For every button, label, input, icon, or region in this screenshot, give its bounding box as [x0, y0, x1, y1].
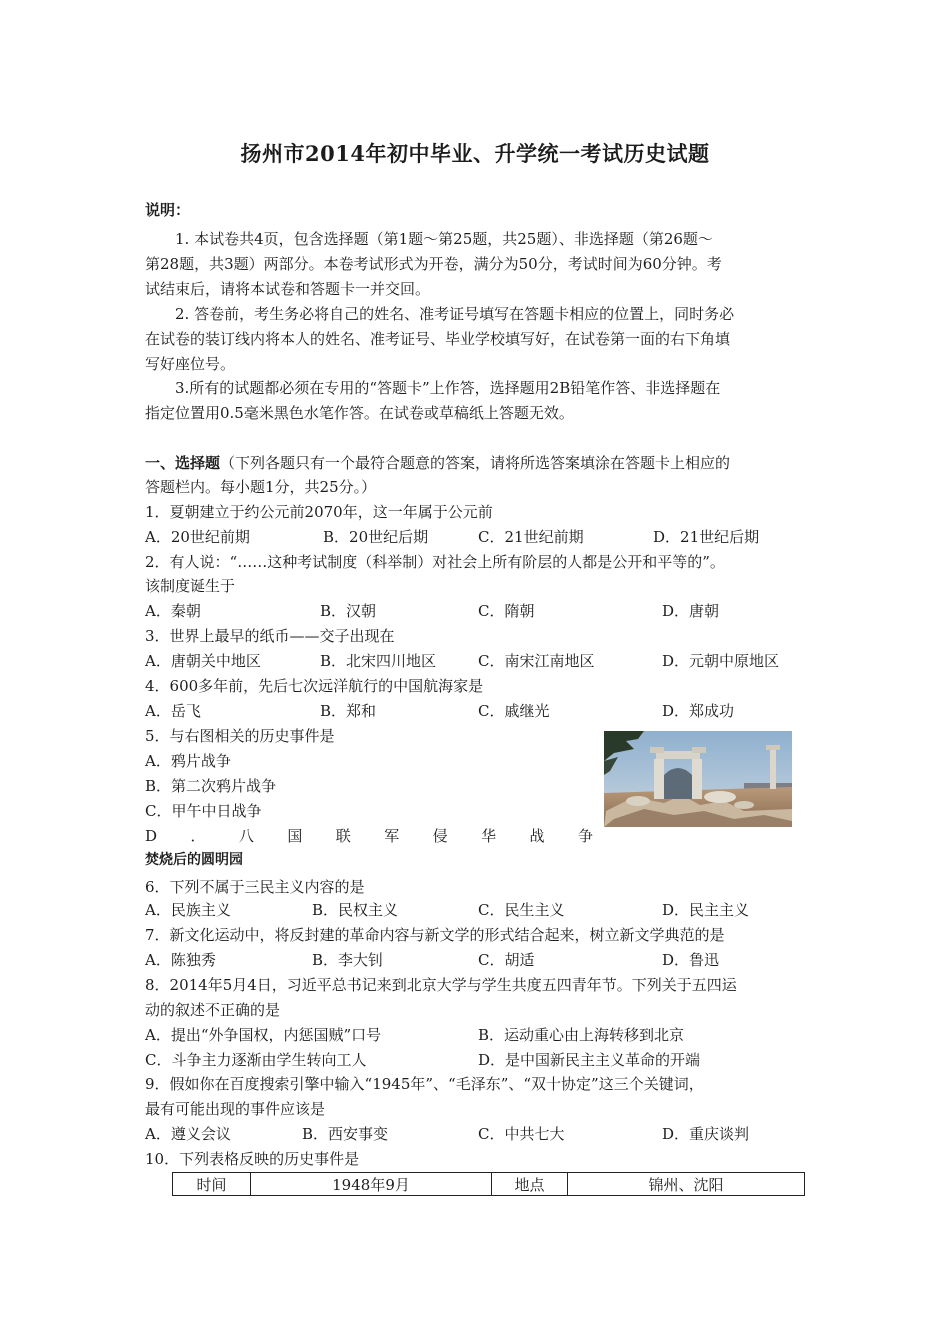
q5-option-a: A．鸦片战争 — [145, 752, 231, 770]
q9-option-d: D．重庆谈判 — [662, 1125, 750, 1143]
q8-option-a: A．提出“外争国权，内惩国贼”口号 — [145, 1026, 382, 1044]
instruction-line: 在试卷的装订线内将本人的姓名、准考证号、毕业学校填写好，在试卷第一面的右下角填 — [145, 330, 731, 348]
instruction-line: 试结束后，请将本试卷和答题卡一并交回。 — [145, 280, 431, 298]
q5-option-c: C．甲午中日战争 — [145, 802, 262, 820]
time-value-cell: 1948年9月 — [251, 1173, 492, 1196]
question-2-stem: 2．有人说：“……这种考试制度（科举制）对社会上所有阶层的人都是公开和平等的”。 — [145, 553, 725, 571]
q3-option-b: B．北宋四川地区 — [320, 652, 437, 670]
q2-option-d: D．唐朝 — [662, 602, 720, 620]
q8-option-b: B．运动重心由上海转移到北京 — [478, 1026, 685, 1044]
q3-option-d: D．元朝中原地区 — [662, 652, 780, 670]
q5-d-char: 战 — [529, 827, 545, 845]
q8-option-d: D．是中国新民主主义革命的开端 — [478, 1051, 701, 1069]
q2-option-a: A．秦朝 — [145, 602, 201, 620]
instruction-line: 第28题，共3题）两部分。本卷考试形式为开卷，满分为50分，考试时间为60分钟。考 — [145, 255, 722, 273]
question-9-stem-cont: 最有可能出现的事件应该是 — [145, 1100, 326, 1118]
q3-option-c: C．南宋江南地区 — [478, 652, 595, 670]
q2-option-c: C．隋朝 — [478, 602, 535, 620]
question-9-stem: 9．假如你在百度搜索引擎中输入“1945年”、“毛泽东”、“双十协定”这三个关键词， — [145, 1075, 704, 1093]
q7-option-d: D．鲁迅 — [662, 951, 720, 969]
instruction-line: 3.所有的试题都必须在专用的“答题卡”上作答，选择题用2B铅笔作答、非选择题在 — [175, 379, 721, 397]
q5-d-char: 联 — [335, 827, 351, 845]
q7-option-b: B．李大钊 — [312, 951, 384, 969]
q4-option-c: C．戚继光 — [478, 702, 550, 720]
q3-option-a: A．唐朝关中地区 — [145, 652, 261, 670]
q6-option-d: D．民主主义 — [662, 901, 750, 919]
yuanmingyuan-ruins-photo — [604, 731, 792, 827]
question-2-stem-cont: 该制度诞生于 — [145, 577, 236, 595]
ruins-illustration — [604, 731, 792, 827]
question-10-stem: 10．下列表格反映的历史事件是 — [145, 1150, 360, 1168]
instruction-line: 写好座位号。 — [145, 355, 236, 373]
question-8-stem-cont: 动的叙述不正确的是 — [145, 1001, 281, 1019]
q5-option-b: B．第二次鸦片战争 — [145, 777, 277, 795]
q5-d-char: 争 — [577, 827, 593, 845]
q5-d-char: ． — [190, 827, 206, 845]
place-label-cell: 地点 — [492, 1173, 568, 1196]
q4-option-b: B．郑和 — [320, 702, 377, 720]
question-8-stem: 8．2014年5月4日，习近平总书记来到北京大学与学生共度五四青年节。下列关于五四运 — [145, 976, 737, 994]
q5-d-char: 八 — [238, 827, 254, 845]
q5-image-caption: 焚烧后的圆明园 — [145, 852, 243, 868]
q6-option-c: C．民生主义 — [478, 901, 565, 919]
q6-option-b: B．民权主义 — [312, 901, 399, 919]
q1-option-d: D．21世纪后期 — [653, 528, 760, 546]
q7-option-c: C．胡适 — [478, 951, 535, 969]
place-value-cell: 锦州、沈阳 — [568, 1173, 805, 1196]
question-6-stem: 6．下列不属于三民主义内容的是 — [145, 878, 365, 896]
q9-option-a: A．遵义会议 — [145, 1125, 231, 1143]
q10-table — [172, 1172, 805, 1196]
q6-option-a: A．民族主义 — [145, 901, 231, 919]
q5-d-char: 国 — [287, 827, 303, 845]
question-5-stem: 5．与右图相关的历史事件是 — [145, 727, 335, 745]
time-label-cell: 时间 — [173, 1173, 251, 1196]
q7-option-a: A．陈独秀 — [145, 951, 216, 969]
exam-title: 扬州市2014年初中毕业、升学统一考试历史试题 — [240, 141, 710, 166]
question-7-stem: 7．新文化运动中，将反封建的革命内容与新文学的形式结合起来，树立新文学典范的是 — [145, 926, 725, 944]
q2-option-b: B．汉朝 — [320, 602, 377, 620]
section-heading — [145, 453, 730, 473]
q1-option-c: C．21世纪前期 — [478, 528, 584, 546]
table-row — [173, 1173, 805, 1196]
instructions-heading: 说明： — [145, 201, 191, 219]
q1-option-b: B．20世纪后期 — [323, 528, 429, 546]
q5-d-char: 军 — [384, 827, 400, 845]
q4-option-d: D．郑成功 — [662, 702, 735, 720]
section-title: 一、选择题 — [145, 454, 221, 472]
q5-d-char: D — [145, 827, 158, 845]
q4-option-a: A．岳飞 — [145, 702, 201, 720]
q9-option-c: C．中共七大 — [478, 1125, 565, 1143]
q5-d-char: 华 — [481, 827, 497, 845]
q1-option-a: A．20世纪前期 — [145, 528, 250, 546]
section-note: （下列各题只有一个最符合题意的答案，请将所选答案填涂在答题卡上相应的 — [220, 454, 731, 472]
instruction-line: 指定位置用0.5毫米黑色水笔作答。在试卷或草稿纸上答题无效。 — [145, 404, 574, 422]
q5-option-d — [145, 826, 593, 846]
question-4-stem: 4．600多年前，先后七次远洋航行的中国航海家是 — [145, 677, 484, 695]
question-3-stem: 3．世界上最早的纸币——交子出现在 — [145, 627, 395, 645]
q5-d-char: 侵 — [432, 827, 448, 845]
q8-option-c: C．斗争主力逐渐由学生转向工人 — [145, 1051, 367, 1069]
q9-option-b: B．西安事变 — [302, 1125, 389, 1143]
section-note-line2: 答题栏内。每小题1分，共25分。） — [145, 478, 377, 496]
instruction-line: 1. 本试卷共4页，包含选择题（第1题～第25题，共25题）、非选择题（第26题～ — [175, 230, 713, 248]
question-1-stem: 1．夏朝建立于约公元前2070年，这一年属于公元前 — [145, 503, 493, 521]
instruction-line: 2. 答卷前，考生务必将自己的姓名、准考证号填写在答题卡相应的位置上，同时务必 — [175, 305, 735, 323]
